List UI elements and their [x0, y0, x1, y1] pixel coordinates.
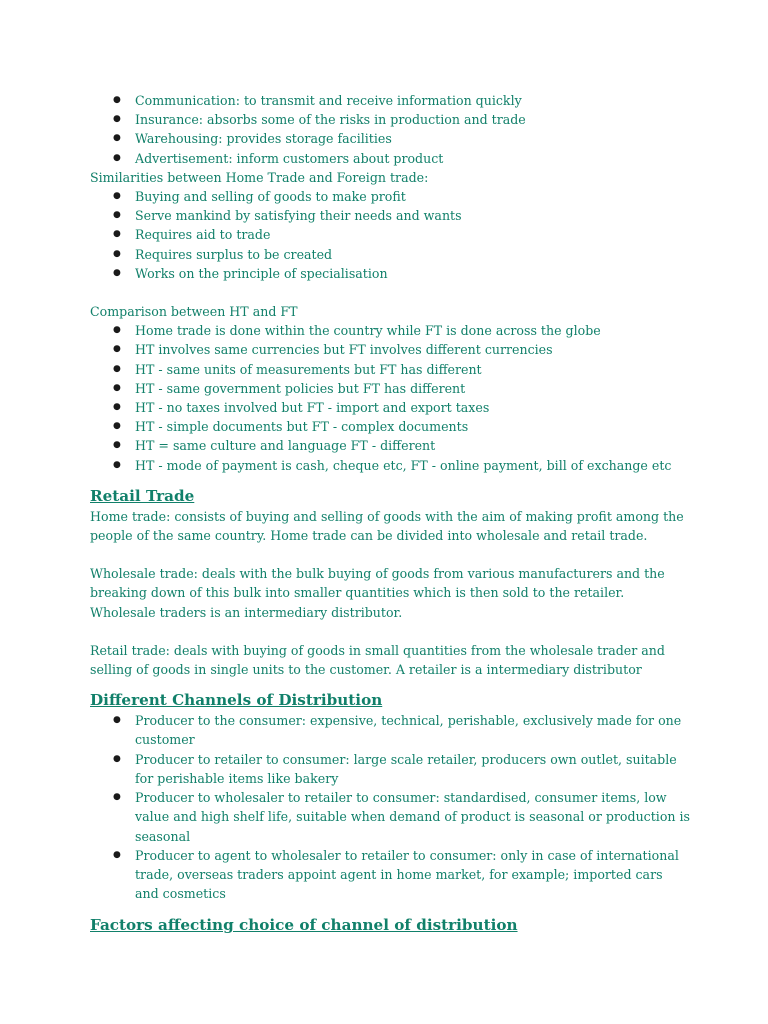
list-item: [90, 321, 690, 340]
list-item: [90, 846, 690, 904]
spacer: [90, 283, 690, 302]
list-item: [90, 149, 690, 168]
bullet-icon: ●: [113, 133, 121, 144]
list-item-text: Requires surplus to be created: [135, 246, 333, 262]
bullet-icon: ●: [113, 753, 121, 764]
list-item: [90, 436, 690, 455]
list-item-text: Producer to wholesaler to retailer to consumer: standardised, consumer items, low value and high shelf life, suitable when demand of product is seasonal or production is seasonal: [135, 790, 691, 844]
list-item-text: HT - mode of payment is cash, cheque etc, FT - online payment, bill of exchange etc: [135, 457, 672, 473]
bullet-icon: ●: [113, 459, 121, 470]
list-item: [90, 245, 690, 264]
list-item: [90, 129, 690, 148]
list-item-text: Insurance: absorbs some of the risks in production and trade: [135, 112, 526, 128]
list-item: [90, 398, 690, 417]
list-item-text: Works on the principle of specialisation: [135, 265, 388, 281]
bullet-icon: ●: [113, 152, 121, 163]
bullet-icon: ●: [113, 382, 121, 393]
list-item-text: Requires aid to trade: [135, 227, 271, 243]
list-item: [90, 456, 690, 475]
bullet-icon: ●: [113, 114, 121, 125]
list-item: [90, 225, 690, 244]
bullet-icon: ●: [113, 715, 121, 726]
list-item-text: HT - simple documents but FT - complex documents: [135, 419, 469, 435]
spacer: [90, 622, 690, 641]
list-item-text: Producer to agent to wholesaler to retailer to consumer: only in case of international trade, overseas traders appoint agent in home market, for example; imported cars and cosmetics: [135, 847, 679, 902]
bullet-icon: ●: [113, 402, 121, 413]
bullet-icon: ●: [113, 421, 121, 432]
home-trade-paragraph: Home trade: consists of buying and selling of goods with the aim of making profit among the people of the same country. Home trade can be divided into wholesale and retail trade.: [90, 508, 684, 544]
bullet-icon: ●: [113, 95, 121, 105]
comparison-list: [90, 321, 690, 475]
list-item-text: Buying and selling of goods to make profit: [135, 189, 406, 205]
list-item-text: Serve mankind by satisfying their needs and wants: [135, 208, 462, 224]
retail-trade-paragraph: Retail trade: deals with buying of goods in small quantities from the wholesale trader and selling of goods in single units to the customer. A retailer is a intermediary distributor: [90, 642, 665, 678]
list-item: [90, 206, 690, 225]
aids-to-trade-list: [90, 91, 690, 168]
bullet-icon: ●: [113, 344, 121, 355]
list-item: [90, 360, 690, 379]
retail-trade-heading: Retail Trade: [90, 486, 195, 505]
list-item-text: HT = same culture and language FT - different: [135, 438, 436, 454]
bullet-icon: ●: [113, 363, 121, 374]
comparison-heading: Comparison between HT and FT: [90, 304, 298, 320]
list-item: [90, 417, 690, 436]
list-item: [90, 110, 690, 129]
list-item: [90, 379, 690, 398]
wholesale-trade-paragraph: Wholesale trade: deals with the bulk buying of goods from various manufacturers and the breaking down of this bulk into smaller quantities which is then sold to the retailer. Wholesale traders is an intermediary distributor.: [90, 566, 665, 620]
channels-heading: Different Channels of Distribution: [90, 691, 383, 710]
list-item: [90, 750, 690, 788]
list-item-text: HT - no taxes involved but FT - import and export taxes: [135, 400, 490, 416]
list-item: [90, 711, 690, 749]
list-item: [90, 187, 690, 206]
list-item-text: Advertisement: inform customers about product: [135, 150, 444, 166]
list-item-text: Warehousing: provides storage facilities: [135, 131, 392, 147]
list-item: [90, 91, 690, 110]
bullet-icon: ●: [113, 325, 121, 336]
bullet-icon: ●: [113, 849, 121, 860]
list-item-text: HT - same units of measurements but FT has different: [135, 361, 482, 377]
bullet-icon: ●: [113, 267, 121, 278]
similarities-list: [90, 187, 690, 283]
bullet-icon: ●: [113, 248, 121, 259]
similarities-heading: Similarities between Home Trade and Foreign trade:: [90, 169, 429, 185]
bullet-icon: ●: [113, 191, 121, 202]
list-item: [90, 340, 690, 359]
list-item-text: HT - same government policies but FT has different: [135, 380, 466, 396]
document-page: [90, 91, 690, 935]
factors-heading: Factors affecting choice of channel of distribution: [90, 916, 518, 935]
list-item: [90, 788, 690, 846]
list-item-text: HT involves same currencies but FT involves different currencies: [135, 342, 553, 358]
list-item-text: Producer to the consumer: expensive, technical, perishable, exclusively made for one customer: [135, 713, 682, 748]
bullet-icon: ●: [113, 229, 121, 240]
list-item-text: Producer to retailer to consumer: large scale retailer, producers own outlet, suitable for perishable items like bakery: [135, 751, 677, 786]
list-item-text: Home trade is done within the country while FT is done across the globe: [135, 323, 601, 339]
list-item: [90, 264, 690, 283]
list-item-text: Communication: to transmit and receive information quickly: [135, 93, 522, 108]
channels-list: [90, 711, 690, 903]
bullet-icon: ●: [113, 440, 121, 451]
bullet-icon: ●: [113, 210, 121, 221]
spacer: [90, 545, 690, 564]
bullet-icon: ●: [113, 792, 121, 803]
